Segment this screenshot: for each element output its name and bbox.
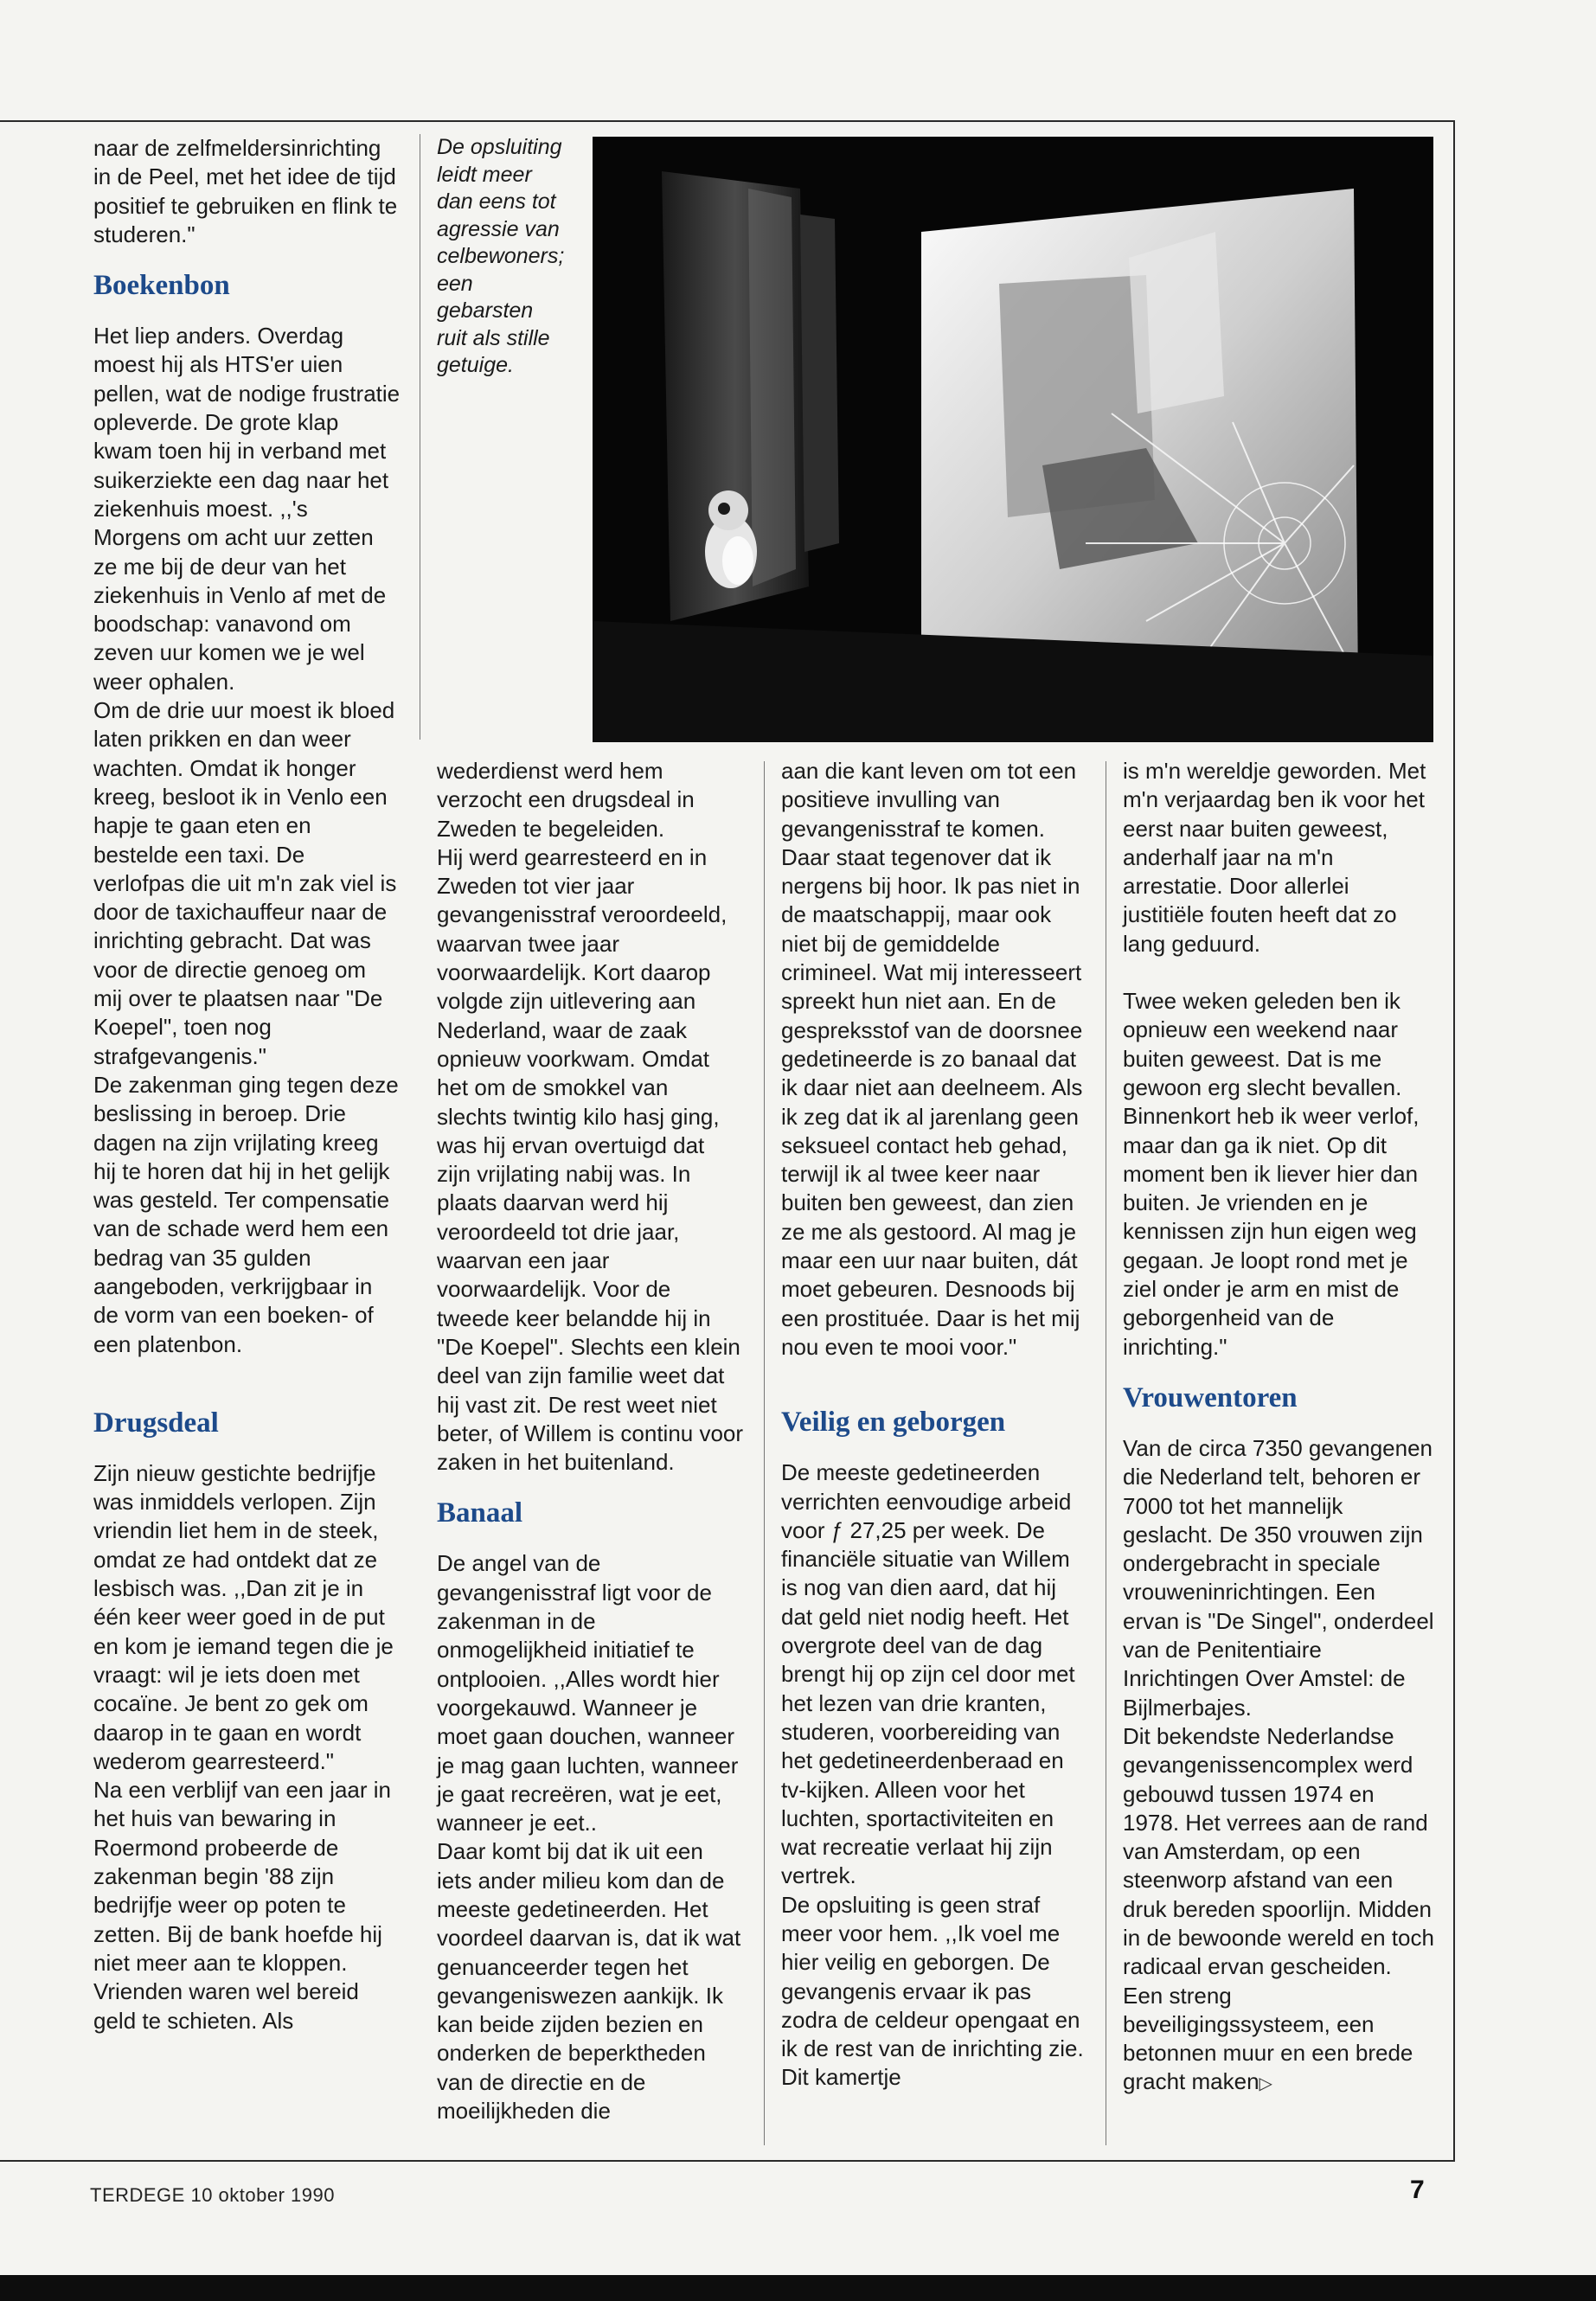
- paragraph: Het liep anders. Overdag moest hij als HTS'er uien pellen, wat de nodige frustratie opleverde. De grote klap kwam toen hij in verband met suikerziekte een dag naar het ziekenhuis moest. ,,'s Morgens om acht uur zetten ze me bij de deur van het ziekenhuis in Venlo af met de boodschap: vanavond om zeven uur komen we je wel weer ophalen.: [93, 323, 401, 695]
- page-number: 7: [1410, 2176, 1425, 2204]
- paragraph: Zijn nieuw gestichte bedrijfje was inmiddels verlopen. Zijn vriendin liet hem in de steek, omdat ze had ontdekt dat ze lesbisch was. ,,Dan zit je in één keer weer goed in de put en kom je iemand tegen die je vraagt: wil je iets doen met cocaïne. Je bent zo gek om daarop in te gaan en wordt wederom gearresteerd.": [93, 1459, 394, 1774]
- heading-drugsdeal: Drugsdeal: [93, 1407, 219, 1439]
- paragraph: De opsluiting is geen straf meer voor hem. ,,Ik voel me hier veilig en geborgen. De gevangenis ervaar ik pas zodra de celdeur opengaat en ik de rest van de inrichting zie. Dit kamertje: [781, 1891, 1084, 2091]
- heading-boekenbon: Boekenbon: [93, 270, 230, 302]
- paragraph: De zakenman ging tegen deze beslissing in beroep. Drie dagen na zijn vrijlating kreeg hij te horen dat hij in het gelijk was gesteld. Ter compensatie van de schade werd hem een bedrag van 35 gulden aangeboden, verkrijgbaar in de vorm van een boeken- of een platenbon.: [93, 1071, 399, 1357]
- heading-banaal: Banaal: [437, 1497, 523, 1529]
- continue-arrow-icon: ▷: [1259, 2074, 1272, 2094]
- paragraph: naar de zelfmeldersinrichting in de Peel, met het idee de tijd positief te gebruiken en flink te studeren.": [93, 135, 398, 247]
- paragraph: Van de circa 7350 gevangenen die Nederland telt, behoren er 7000 tot het mannelijk geslacht. De 350 vrouwen zijn ondergebracht in speciale vrouweninrichtingen. Een ervan is "De Singel", onderdeel van de Penitentiaire Inrichtingen Over Amstel: de Bijlmerbajes.: [1123, 1434, 1434, 1721]
- heading-veilig-en-geborgen: Veilig en geborgen: [781, 1407, 1006, 1439]
- footer-publication: TERDEGE 10 oktober 1990: [90, 2184, 335, 2206]
- photo-caption: De opsluiting leidt meer dan eens tot agressie van celbewoners; een gebarsten ruit als stille getuige.: [437, 135, 565, 377]
- paragraph: [1123, 1722, 1434, 2099]
- paragraph: wederdienst werd hem verzocht een drugsdeal in Zweden te begeleiden.: [437, 758, 695, 842]
- broken-window-photo: [593, 137, 1433, 742]
- column-divider: [764, 761, 765, 2145]
- right-rule: [1453, 120, 1455, 2162]
- scan-edge: [0, 2275, 1596, 2301]
- column-4: [1123, 757, 1434, 2099]
- column-2: [437, 757, 744, 2125]
- bottom-rule: [0, 2160, 1453, 2162]
- paragraph: De meeste gedetineerden verrichten eenvoudige arbeid voor ƒ 27,25 per week. De financiële situatie van Willem is nog van dien aard, dat hij dat geld niet nodig heeft. Het overgrote deel van de dag brengt hij op zijn cel door met het lezen van drie kranten, studeren, voorbereiding van het gedetineerdenberaad en tv-kijken. Alleen voor het luchten, sportactiviteiten en wat recreatie verlaat hij zijn vertrek.: [781, 1459, 1075, 1889]
- top-rule: [0, 120, 1453, 122]
- paragraph: Twee weken geleden ben ik opnieuw een weekend naar buiten geweest. Dat is me gewoon erg slecht bevallen. Binnenkort heb ik weer verlof, maar dan ga ik niet. Op dit moment ben ik liever hier dan buiten. Je vrienden en je kennissen zijn hun eigen weg gegaan. Je loopt rond met je ziel onder je arm en mist de geborgenheid van de inrichting.": [1123, 988, 1420, 1360]
- column-1: [93, 134, 401, 2035]
- paragraph: is m'n wereldje geworden. Met m'n verjaardag ben ik voor het eerst naar buiten geweest, anderhalf jaar na m'n arrestatie. Door allerlei justitiële fouten heeft dat zo lang geduurd.: [1123, 758, 1426, 957]
- paragraph: Hij werd gearresteerd en in Zweden tot vier jaar gevangenisstraf veroordeeld, waarvan twee jaar voorwaardelijk. Kort daarop volgde zijn uitlevering aan Nederland, waar de zaak opnieuw voorkwam. Omdat het om de smokkel van slechts twintig kilo hasj ging, was hij ervan overtuigd dat zijn vrijlating nabij was. In plaats daarvan werd hij veroordeeld tot drie jaar, waarvan een jaar voorwaardelijk. Voor de tweede keer belandde hij in "De Koepel". Slechts een klein deel van zijn familie weet dat hij vast zit. De rest weet niet beter, of Willem is continu voor zaken in het buitenland.: [437, 843, 744, 1476]
- paragraph: aan die kant leven om tot een positieve invulling van gevangenisstraf te komen. Daar staat tegenover dat ik nergens bij hoor. Ik pas niet in de maatschappij, maar ook niet bij de gemiddelde crimineel. Wat mij interesseert spreekt hun niet aan. En de gespreksstof van de doorsnee gedetineerde is zo banaal dat ik daar niet aan deelneem. Als ik zeg dat ik al jarenlang geen seksueel contact heb gehad, terwijl ik al twee keer naar buiten ben geweest, dan zien ze me als gestoord. Al mag je maar een uur naar buiten, dát moet gebeuren. Desnoods bij een prostituée. Daar is het mij nou even te mooi voor.": [781, 758, 1083, 1360]
- paragraph: Na een verblijf van een jaar in het huis van bewaring in Roermond probeerde de zakenman begin '88 zijn bedrijfje weer op poten te zetten. Bij de bank hoefde hij niet meer aan te kloppen. Vrienden waren wel bereid geld te schieten. Als: [93, 1777, 391, 2034]
- heading-vrouwentoren: Vrouwentoren: [1123, 1381, 1298, 1413]
- column-3: [781, 757, 1088, 2093]
- paragraph-text: Dit bekendste Nederlandse gevangenissencomplex werd gebouwd tussen 1974 en 1978. Het verrees aan de rand van Amsterdam, op een steenworp afstand van een druk bereden spoorlijn. Midden in de bewoonde wereld en toch radicaal ervan gescheiden. Een streng beveiligingssysteem, een betonnen muur en een brede gracht maken: [1123, 1722, 1434, 2095]
- paragraph: Om de drie uur moest ik bloed laten prikken en dan weer wachten. Omdat ik honger kreeg, besloot ik in Venlo een hapje te gaan eten en bestelde een taxi. De verlofpas die uit m'n zak viel is door de taxichauffeur naar de inrichting gebracht. Dat was voor de directie genoeg om mij over te plaatsen naar "De Koepel", toen nog strafgevangenis.": [93, 697, 397, 1069]
- paragraph: Daar komt bij dat ik uit een iets ander milieu kom dan de meeste gedetineerden. Het voordeel daarvan is, dat ik wat genuanceerder tegen het gevangeniswezen aankijk. Ik kan beide zijden bezien en onderken de beperktheden van de directie en de moeilijkheden die: [437, 1838, 741, 2125]
- paragraph: De angel van de gevangenisstraf ligt voor de zakenman in de onmogelijkheid initiatief te ontplooien. ,,Alles wordt hier voorgekauwd. Wanneer je moet gaan douchen, wanneer je mag gaan luchten, wanneer je gaat recreëren, wat je eet, wanneer je eet..: [437, 1550, 739, 1836]
